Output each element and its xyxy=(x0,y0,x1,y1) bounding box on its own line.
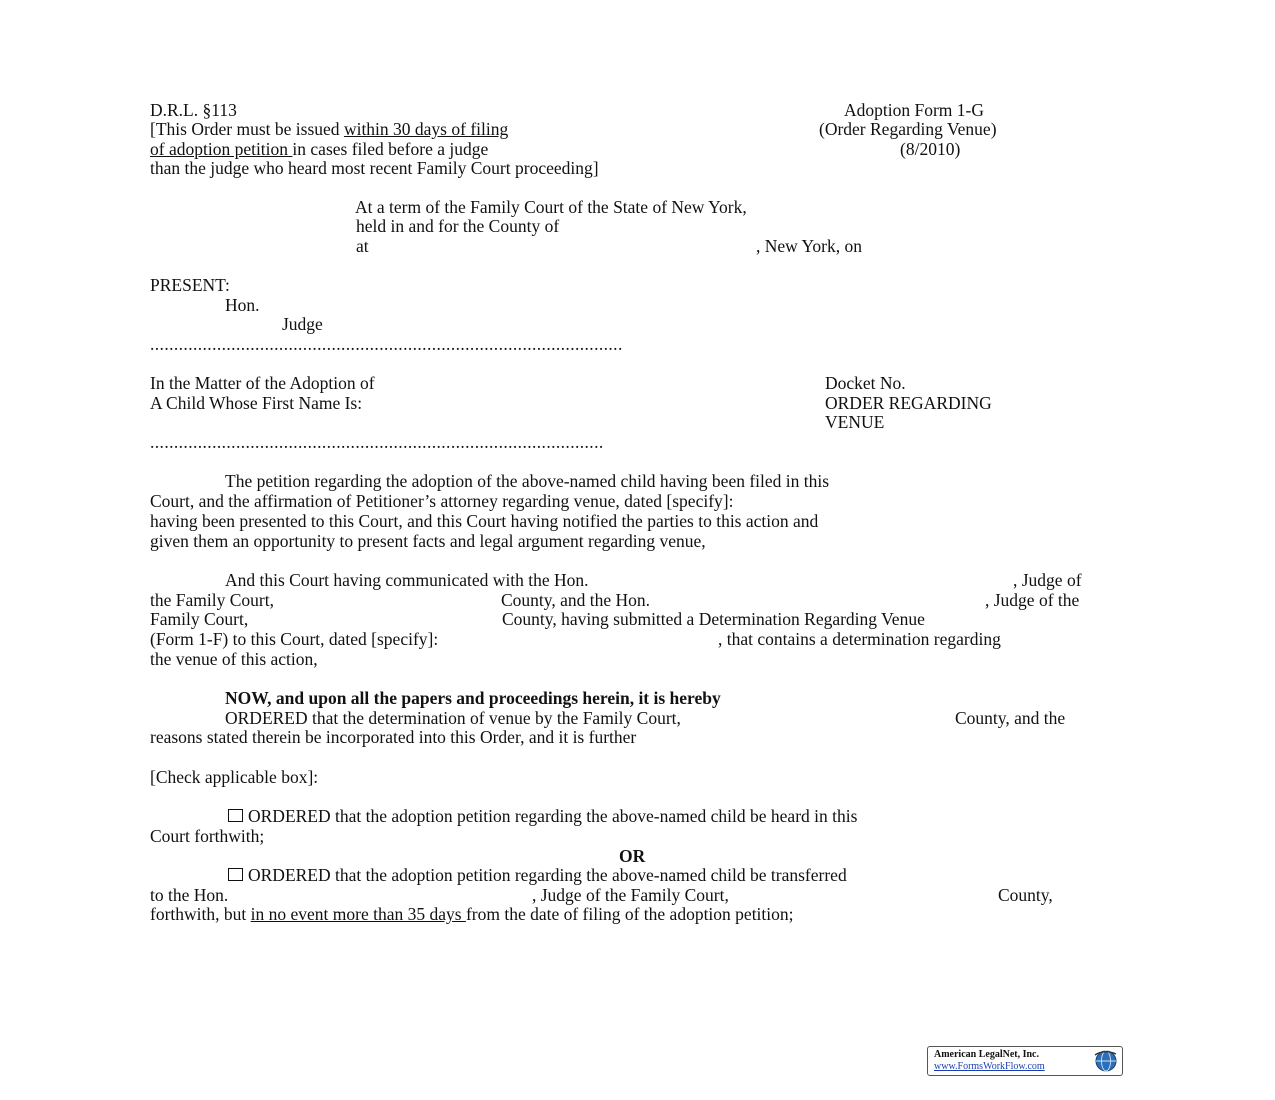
option-2-checkbox[interactable] xyxy=(228,868,243,881)
filing-note-deadline: within 30 days of filing xyxy=(343,119,509,139)
paragraph-1-line-2: Court, and the affirmation of Petitioner’s attorney regarding venue, dated [specify]: xyxy=(150,491,734,511)
order-title-line-1: ORDER REGARDING xyxy=(825,393,992,413)
option-2-text-end: from the date of filing of the adoption petition; xyxy=(465,904,794,924)
filing-note-line-2 xyxy=(150,140,488,160)
paragraph-1-line-1: The petition regarding the adoption of the above-named child having been filed in this xyxy=(225,471,830,491)
paragraph-2-line-4b: , that contains a determination regarding xyxy=(718,629,1001,649)
court-term-line-1: At a term of the Family Court of the State of New York, xyxy=(355,197,747,217)
filing-note-text-2: in cases filed before a judge xyxy=(292,139,489,159)
paragraph-2-line-5: the venue of this action, xyxy=(150,649,318,669)
filing-note-text: [This Order must be issued xyxy=(150,119,344,139)
option-1-text: ORDERED that the adoption petition regarding the above-named child be heard in this xyxy=(248,806,858,826)
court-term-at: at xyxy=(356,236,369,256)
ordered-1-line-1b: County, and the xyxy=(955,708,1066,728)
logo-company-name: American LegalNet, Inc. xyxy=(934,1049,1039,1060)
paragraph-2-line-2b: County, and the Hon. xyxy=(501,590,651,610)
ordered-1-line-2: reasons stated therein be incorporated into this Order, and it is further xyxy=(150,727,637,747)
paragraph-2-line-3a: Family Court, xyxy=(150,609,249,629)
option-1-checkbox[interactable] xyxy=(228,809,243,822)
caption-divider-top: ................................................................................................... xyxy=(150,335,623,354)
ordered-1-line-1a: ORDERED that the determination of venue by the Family Court, xyxy=(225,708,681,728)
option-1-line-1 xyxy=(228,807,857,827)
present-hon: Hon. xyxy=(225,295,260,315)
matter-line-2: A Child Whose First Name Is: xyxy=(150,393,363,413)
form-title: (Order Regarding Venue) xyxy=(819,119,997,139)
statute-reference: D.R.L. §113 xyxy=(150,100,237,120)
form-number: Adoption Form 1-G xyxy=(844,100,984,120)
filing-note-line-1 xyxy=(150,120,508,140)
option-2-line-3 xyxy=(150,905,794,925)
option-1-line-2: Court forthwith; xyxy=(150,826,265,846)
order-title-line-2: VENUE xyxy=(825,412,885,432)
paragraph-1-line-4: given them an opportunity to present facts and legal argument regarding venue, xyxy=(150,531,706,551)
docket-number-label: Docket No. xyxy=(825,373,906,393)
filing-note-line-3: than the judge who heard most recent Family Court proceeding] xyxy=(150,158,599,178)
option-2-text: ORDERED that the adoption petition regarding the above-named child be transferred xyxy=(248,865,847,885)
option-2-line-2c: County, xyxy=(998,885,1053,905)
globe-icon xyxy=(1092,1049,1118,1073)
paragraph-2-line-2a: the Family Court, xyxy=(150,590,274,610)
paragraph-2-line-3b: County, having submitted a Determination Regarding Venue xyxy=(502,609,925,629)
court-term-new-york: , New York, on xyxy=(756,236,862,256)
now-clause: NOW, and upon all the papers and proceedings herein, it is hereby xyxy=(225,688,721,708)
option-2-deadline: in no event more than 35 days xyxy=(250,904,466,924)
paragraph-1-line-3: having been presented to this Court, and this Court having notified the parties to this action and xyxy=(150,511,819,531)
check-instruction: [Check applicable box]: xyxy=(150,767,319,787)
form-revision-date: (8/2010) xyxy=(900,139,961,159)
paragraph-2-line-2c: , Judge of the xyxy=(985,590,1080,610)
or-separator: OR xyxy=(619,846,646,866)
matter-line-1: In the Matter of the Adoption of xyxy=(150,373,375,393)
paragraph-2-line-1a: And this Court having communicated with the Hon. xyxy=(225,570,589,590)
present-label: PRESENT: xyxy=(150,275,230,295)
paragraph-2-line-4a: (Form 1-F) to this Court, dated [specify]: xyxy=(150,629,439,649)
present-judge: Judge xyxy=(282,314,323,334)
option-2-text-forthwith: forthwith, but xyxy=(150,904,251,924)
american-legalnet-logo[interactable] xyxy=(927,1046,1123,1076)
court-term-line-2: held in and for the County of xyxy=(356,216,560,236)
paragraph-2-line-1b: , Judge of xyxy=(1013,570,1082,590)
logo-url-link[interactable]: www.FormsWorkFlow.com xyxy=(934,1061,1045,1072)
option-2-line-1 xyxy=(228,866,847,886)
option-2-line-2a: to the Hon. xyxy=(150,885,229,905)
filing-note-petition: of adoption petition xyxy=(150,139,293,159)
option-2-line-2b: , Judge of the Family Court, xyxy=(532,885,729,905)
caption-divider-bottom: ............................................................................................... xyxy=(150,433,604,452)
